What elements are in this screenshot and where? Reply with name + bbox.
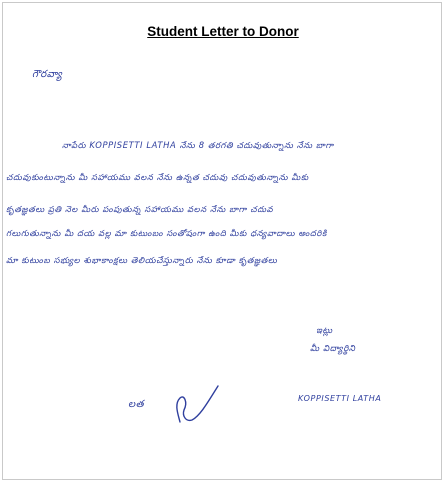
- body-line-3: కృతజ్ఞతలు ప్రతి నెల మీరు పంపుతున్న సహాయము వలన నేను బాగా చదువ: [6, 204, 274, 214]
- closing: ఇట్లు: [316, 326, 333, 336]
- document-title: Student Letter to Donor: [147, 24, 299, 39]
- body-line-5: మా కుటుంబ సభ్యుల శుభాకాంక్షలు తెలియచేస్తున్నారు నేను కూడా కృతజ్ఞతలు: [6, 255, 278, 265]
- closing-line-2: మీ విద్యార్థిని: [310, 344, 356, 354]
- signature: [168, 380, 228, 430]
- signer-name: KOPPISETTI LATHA: [298, 394, 382, 403]
- salutation: గౌరవ్యా: [32, 69, 63, 80]
- body-line-2: చదువుకుంటున్నాను మీ సహాయము వలన నేను ఉన్నత చదువు చదువుతున్నాను మీకు: [6, 172, 309, 182]
- body-line-1: నాపేరు KOPPISETTI LATHA నేను 8 తరగతి చదువుతున్నాను నేను బాగా: [62, 140, 334, 150]
- initials: లత: [128, 399, 145, 410]
- body-line-4: గలుగుతున్నాను మీ దయ వల్ల మా కుటుంబం సంతోషంగా ఉంది మీకు ధన్యవాదాలు అందరికి: [6, 228, 327, 238]
